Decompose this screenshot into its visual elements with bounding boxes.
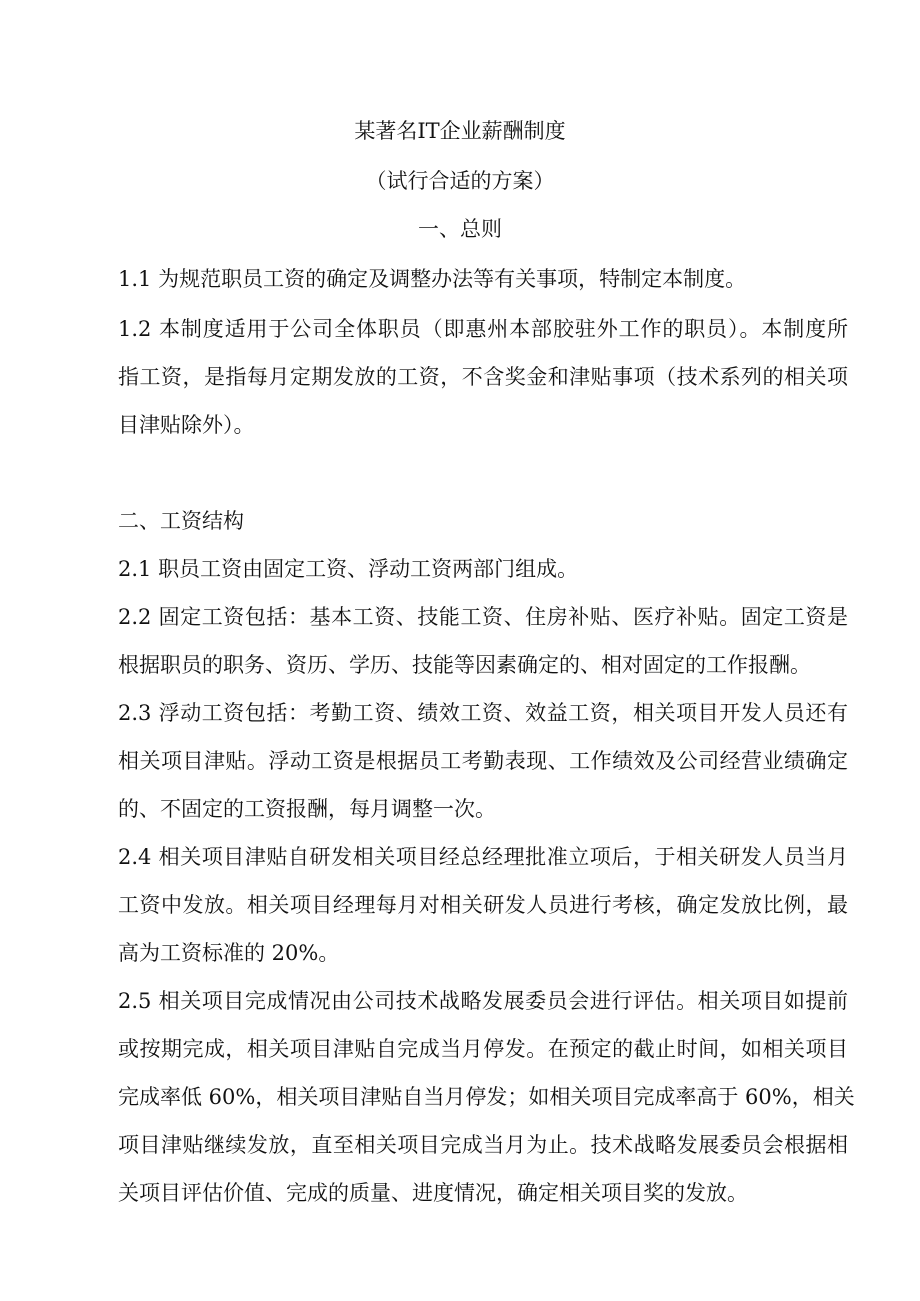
document-title: 某著名IT企业薪酬制度	[354, 119, 566, 143]
paragraph-2-5-line-5: 关项目评估价值、完成的质量、进度情况，确定相关项目奖的发放。	[118, 1181, 748, 1205]
paragraph-1-2-line-3: 目津贴除外）。	[118, 413, 255, 437]
paragraph-1-2-line-2: 指工资，是指每月定期发放的工资，不含奖金和津贴事项（技术系列的相关项	[118, 365, 848, 389]
paragraph-2-4-line-3: 高为工资标准的 20%。	[118, 941, 340, 965]
paragraph-2-5-line-4: 项目津贴继续发放，直至相关项目完成当月为止。技术战略发展委员会根据相	[118, 1133, 848, 1157]
paragraph-2-1: 2.1 职员工资由固定工资、浮动工资两部门组成。	[118, 557, 579, 581]
paragraph-2-2-line-1: 2.2 固定工资包括：基本工资、技能工资、住房补贴、医疗补贴。固定工资是	[118, 605, 848, 629]
paragraph-2-3-line-2: 相关项目津贴。浮动工资是根据员工考勤表现、工作绩效及公司经营业绩确定	[118, 749, 848, 773]
paragraph-1-1: 1.1 为规范职员工资的确定及调整办法等有关事项，特制定本制度。	[118, 267, 747, 291]
document-subtitle: （试行合适的方案）	[365, 169, 555, 193]
paragraph-2-5-line-2: 或按期完成，相关项目津贴自完成当月停发。在预定的截止时间，如相关项目	[118, 1037, 848, 1061]
section-heading-salary-structure: 二、工资结构	[118, 509, 244, 533]
paragraph-2-4-line-1: 2.4 相关项目津贴自研发相关项目经总经理批准立项后，于相关研发人员当月	[118, 845, 848, 869]
paragraph-2-2-line-2: 根据职员的职务、资历、学历、技能等因素确定的、相对固定的工作报酬。	[118, 653, 811, 677]
paragraph-2-5-line-1: 2.5 相关项目完成情况由公司技术战略发展委员会进行评估。相关项目如提前	[118, 989, 848, 1013]
paragraph-2-3-line-3: 的、不固定的工资报酬，每月调整一次。	[118, 797, 496, 821]
paragraph-1-2-line-1: 1.2 本制度适用于公司全体职员（即惠州本部胶驻外工作的职员）。本制度所	[118, 317, 848, 341]
paragraph-2-3-line-1: 2.3 浮动工资包括：考勤工资、绩效工资、效益工资，相关项目开发人员还有	[118, 701, 848, 725]
paragraph-2-5-line-3: 完成率低 60%，相关项目津贴自当月停发；如相关项目完成率高于 60%，相关	[118, 1085, 855, 1109]
paragraph-2-4-line-2: 工资中发放。相关项目经理每月对相关研发人员进行考核，确定发放比例，最	[118, 893, 848, 917]
section-heading-general: 一、总则	[418, 217, 502, 241]
